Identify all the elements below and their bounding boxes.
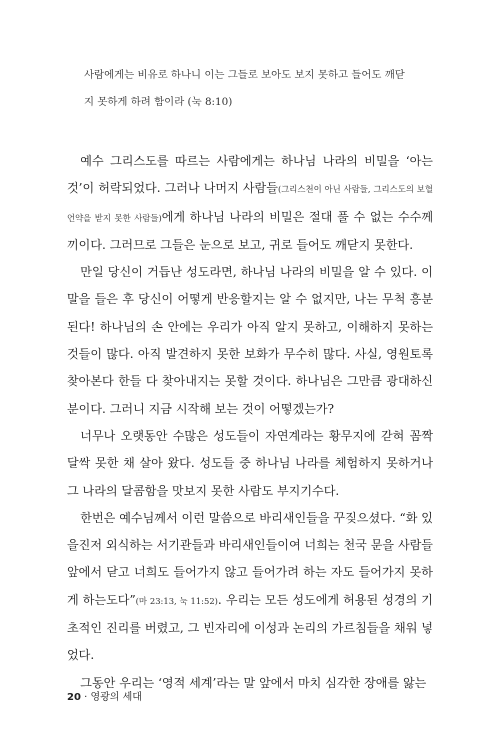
footer-separator: · xyxy=(80,692,91,703)
book-title: 영광의 세대 xyxy=(90,692,142,703)
quote-line-2: 지 못하게 하려 함이라 (눅 8:10) xyxy=(84,96,233,108)
scripture-reference: (마 23:13, 눅 11:52) xyxy=(135,595,218,606)
body-text xyxy=(67,148,433,697)
page-footer xyxy=(67,688,142,703)
paragraph-text: 그동안 우리는 ‘영적 세계’라는 말 앞에서 마치 심각한 장애를 앓는 xyxy=(80,675,427,690)
paragraph-text: 한번은 예수님께서 이런 말씀으로 바리새인들을 꾸짖으셨다. “화 있을진저 외식하는 서기관들과 바리새인들이여 너희는 천국 문을 사람들 앞에서 닫고 너희도 들어가지 않고 들어가려 하는 자도 들어가지 못하게 하는도다” xyxy=(67,510,433,607)
paragraph-text: 에게 하나님 나라의 비밀은 절대 풀 수 없는 수수께끼이다. 그러므로 그들은 눈으로 보고, 귀로 들어도 깨닫지 못한다. xyxy=(67,209,434,252)
paragraph xyxy=(67,505,433,670)
paragraph xyxy=(67,423,433,505)
parenthetical-note: (그리스천이 아닌 사람들, 그리스도의 보혈 언약을 받지 못한 사람들) xyxy=(67,184,433,223)
paragraph xyxy=(67,259,433,423)
paragraph xyxy=(67,148,433,259)
quote-line-1: 사람에게는 비유로 하나니 이는 그들로 보아도 보지 못하고 들어도 깨닫 xyxy=(84,69,405,81)
paragraph-text: . 우리는 모든 성도에게 허용된 성경의 기초적인 진리를 버렸고, 그 빈자리에 이성과 논리의 가르침들을 채워 넣었다. xyxy=(67,592,433,663)
page-number: 20 xyxy=(67,692,81,703)
paragraph-text: 만일 당신이 거듭난 성도라면, 하나님 나라의 비밀을 알 수 있다. 이 말을 들은 후 당신이 어떻게 반응할지는 알 수 없지만, 나는 무척 흥분된다! 하나님의 손 안에는 우리가 아직 알지 못하고, 이해하지 못하는 것들이 많다. 아직 발견하지 못한 보화가 무수히 많다. 사실, 영원토록 찾아본다 한들 다 찾아내지는 못할 것이다. 하나님은 그만큼 광대하신 분이다. 그러니 지금 시작해 보는 것이 어떻겠는가? xyxy=(67,265,433,416)
paragraph-text: 너무나 오랫동안 수많은 성도들이 자연계라는 황무지에 갇혀 꼼짝달싹 못한 채 살아 왔다. 성도들 중 하나님 나라를 체험하지 못하거나 그 나라의 달콤함을 맛보지 못한 사람도 부지기수다. xyxy=(67,428,433,498)
scripture-quote xyxy=(84,62,424,116)
paragraph-text: 예수 그리스도를 따르는 사람에게는 하나님 나라의 비밀을 ‘아는 것’이 허락되었다. 그러나 나머지 사람들 xyxy=(67,154,433,196)
